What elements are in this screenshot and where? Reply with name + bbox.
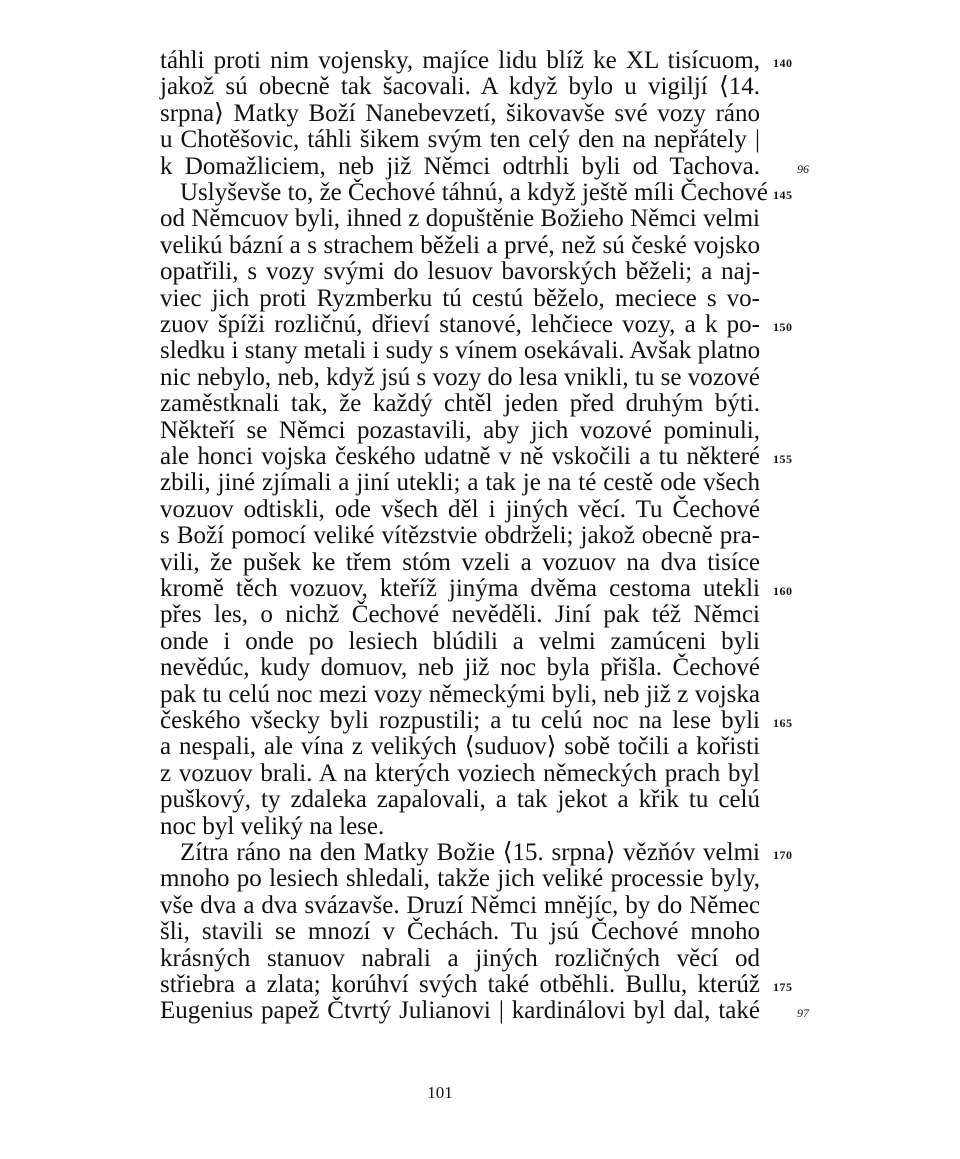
text-line: onde i onde po lesiech blúdili a velmi zamúceni byli [160,627,760,655]
text-line: z vozuov brali. A na kterých voziech německých prach byl [160,759,760,787]
text-line: sledku i stany metali i sudy s vínem osekávali. Avšak platno [160,337,761,365]
text-line: noc byl veliký na lese. [160,812,385,840]
text-line: mnoho po lesiech shledali, takže jich veliké processie byly, [160,865,760,893]
line-number: 165 [773,716,793,730]
text-line: Eugenius papež Čtvrtý Julianovi | kardinálovi byl dal, také [160,997,760,1025]
page-number: 101 [427,1083,453,1102]
text-line: vše dva a dva svázavše. Druzí Němci mnějíc, by do Němec [160,891,760,919]
source-page-number: 97 [797,1006,809,1021]
text-line: krásných stanuov nabrali a jiných rozličných věcí od [160,944,760,972]
text-line: jakož sú obecně tak šacovali. A když bylo u vigiljí ⟨14. [160,73,760,101]
text-line: českého všecky byli rozpustili; a tu celú noc na lese byli [160,707,760,734]
text-line: nevědúc, kudy domuov, neb již noc byla přišla. Čechové [160,654,760,682]
text-line: táhli proti nim vojensky, majíce lidu blíž ke XL tisícuom, [160,47,760,74]
text-line: vili, že pušek ke třem stóm vzeli a vozuov na dva tisíce [160,548,760,576]
source-page-number: 96 [797,161,809,176]
text-line: zuov špíži rozličnú, dřieví stanové, lehčiece vozy, a k po- [160,311,760,338]
text-line: šli, stavili se mnozí v Čechách. Tu jsú Čechové mnoho [160,918,760,946]
text-line: Uslyševše to, že Čechové táhnú, a když ještě míli Čechové [180,179,769,206]
line-number: 160 [773,584,793,598]
line-number: 150 [773,320,793,334]
line-number: 170 [773,848,793,862]
line-number: 140 [773,56,793,70]
text-line: zaměstknali tak, že každý chtěl jeden před druhým býti. [160,390,760,418]
text-line: vozuov odtiskli, ode všech děl i jiných věcí. Tu Čechové [160,495,760,523]
line-number: 155 [773,452,793,466]
text-line: k Domažliciem, neb již Němci odtrhli byli od Tachova. [160,152,760,180]
text-line: opatřili, s vozy svými do lesuov bavorských běželi; a naj- [160,258,760,286]
text-line: kromě těch vozuov, kteříž jinýma dvěma cestoma utekli [160,575,760,602]
text-line: Zítra ráno na den Matky Božie ⟨15. srpna⟩ vězňóv velmi [180,839,760,866]
text-line: ale honci vojska českého udatně v ně vskočili a tu některé [160,443,760,470]
text-line: puškový, ty zdaleka zapalovali, a tak jekot a křik tu celú [160,786,760,814]
text-line: s Boží pomocí veliké vítězstvie obdrželi; jakož obecně pra- [160,522,760,550]
text-line: od Němcuov byli, ihned z dopuštěnie Božieho Němci velmi [160,205,760,233]
text-line: pak tu celú noc mezi vozy německými byli, neb již z vojska [160,680,760,708]
line-number: 175 [773,980,793,994]
text-line: a nespali, ale vína z velikých ⟨suduov⟩ sobě točili a kořisti [160,733,760,761]
text-line: zbili, jiné zjímali a jiní utekli; a tak je na té cestě ode všech [160,469,760,497]
text-line: přes les, o nichž Čechové nevěděli. Jiní pak též Němci [160,601,760,629]
text-line: nic nebylo, neb, když jsú s vozy do lesa vnikli, tu se vozové [160,363,760,391]
text-line: viec jich proti Ryzmberku tú cestú běželo, meciece s vo- [160,284,760,312]
line-number: 145 [773,188,793,202]
text-line: velikú bázní a s strachem běželi a prvé, než sú české vojsko [160,231,760,259]
text-line: Někteří se Němci pozastavili, aby jich vozové pominuli, [160,416,760,444]
text-line: střiebra a zlata; korúhví svých také otběhli. Bullu, kterúž [160,971,760,998]
text-line: srpna⟩ Matky Boží Nanebevzetí, šikovavše své vozy ráno [160,99,760,127]
text-line: u Chotěšovic, táhli šikem svým ten celý den na nepřátely | [160,126,760,154]
